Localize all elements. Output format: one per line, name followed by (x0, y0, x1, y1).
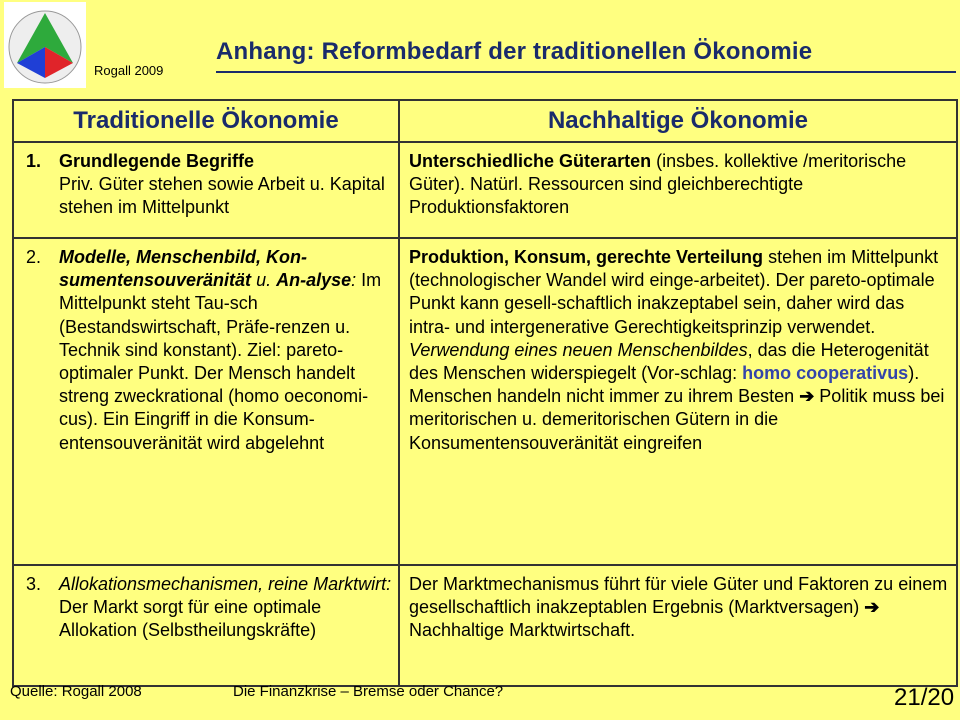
row1-left-cell (13, 142, 399, 238)
footer-source: Quelle: Rogall 2008 (10, 683, 142, 700)
item-text: Der Marktmechanismus führt für viele Güter und Faktoren zu einem gesellschaftlich inakzeptablen Ergebnis (Marktversagen) (409, 574, 948, 618)
item-colon: : (351, 270, 357, 291)
row2-left-cell (13, 238, 399, 565)
list-item (26, 573, 392, 643)
item-number: 2. (26, 247, 42, 267)
item-text: (insbes. kollektive /meritorische Güter). Natürl. Ressourcen sind gleichberechtigte Produktionsfaktoren (409, 151, 907, 218)
item-title: Grundlegende Begriffe (59, 151, 255, 171)
page-number: 21/20 (894, 684, 955, 711)
item-emphasis: Verwendung eines neuen Menschenbildes (409, 339, 748, 360)
list-item (26, 150, 392, 220)
item-title: Allokationsmechanismen, reine Marktwirt: (59, 574, 392, 594)
arrow-right-icon: ➔ (864, 597, 880, 618)
item-title: Modelle, Menschenbild, Kon-sumentensouveränität (59, 247, 308, 291)
item-number: 1. (26, 151, 42, 171)
row3-right-cell (399, 565, 957, 686)
page-title: Anhang: Reformbedarf der traditionellen Ökonomie (216, 38, 813, 65)
row1-right-cell (399, 142, 957, 238)
item-connector: u. (251, 270, 277, 291)
footer-topic: Die Finanzkrise – Bremse oder Chance? (233, 683, 504, 700)
item-text: , das die Heterogenität des Menschen widerspiegelt (Vor-schlag: (409, 339, 929, 384)
list-item (26, 246, 392, 455)
item-text: Im Mittelpunkt steht Tau-sch (Bestandswirtschaft, Präfe-renzen u. Technik sind konstant). Ziel: pareto-optimaler Punkt. Der Mensch handelt streng zweckrational (homo oeconomi-cus). Ein Eingriff in die Konsum-entensouveränität wird abgelehnt (59, 270, 382, 453)
item-text: ). Menschen handeln nicht immer zu ihrem Besten (409, 363, 920, 407)
item-title: Unterschiedliche Güterarten (409, 151, 652, 171)
row3-left-cell (13, 565, 399, 686)
column-heading-traditional: Traditionelle Ökonomie (13, 100, 399, 142)
item-title-part: An-alyse (276, 270, 352, 291)
table-row (13, 565, 957, 686)
author-tag: Rogall 2009 (94, 63, 164, 78)
table-row (13, 238, 957, 565)
item-title: Produktion, Konsum, gerechte Verteilung (409, 247, 764, 267)
highlight-term: homo cooperativus (742, 363, 909, 384)
item-text: stehen im Mittelpunkt (technologischer Wandel wird einge-arbeitet). Der pareto-optimale Punkt kann gesell-schaftlich inakzeptabel sein, daher wird das intra- und intergenerative Gerechtigkeitsprinzip verwendet. (409, 247, 939, 337)
row2-right-cell (399, 238, 957, 565)
title-underline (216, 71, 956, 73)
item-number: 3. (26, 574, 42, 594)
item-text: Politik muss bei meritorischen u. demeritorischen Gütern in die Konsumentensouveränität eingreifen (409, 386, 945, 453)
comparison-table (12, 99, 958, 687)
column-heading-sustainable: Nachhaltige Ökonomie (399, 100, 957, 142)
table-header-row (13, 100, 957, 142)
item-text: Nachhaltige Marktwirtschaft. (409, 620, 636, 641)
logo (4, 2, 86, 88)
item-text: Der Markt sorgt für eine optimale Allokation (Selbstheilungskräfte) (59, 597, 322, 641)
item-text: Priv. Güter stehen sowie Arbeit u. Kapital stehen im Mittelpunkt (59, 174, 385, 218)
table-row (13, 142, 957, 238)
arrow-right-icon: ➔ (799, 386, 815, 407)
